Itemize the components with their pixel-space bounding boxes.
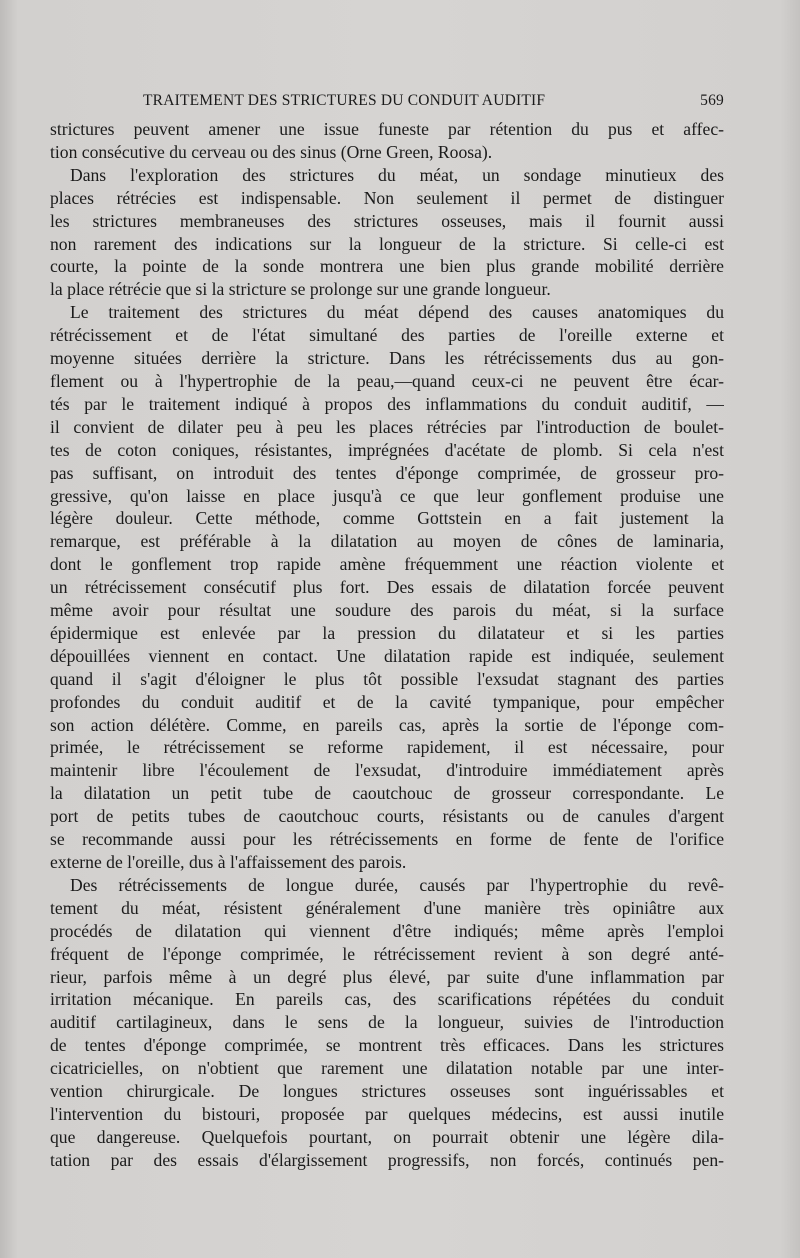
text-line: Des rétrécissements de longue durée, causés par l'hypertrophie du revê-	[70, 874, 724, 895]
paragraph	[50, 164, 724, 301]
text-line: places rétrécies est indispensable. Non seulement il permet de distinguer	[50, 187, 724, 208]
text-line: irritation mécanique. En pareils cas, des scarifications répétées du conduit	[50, 989, 724, 1010]
text-line: gressive, qu'on laisse en place jusqu'à ce que leur gonflement produise une	[50, 485, 724, 506]
text-line: strictures peuvent amener une issue funeste par rétention du pus et affec-	[50, 119, 724, 139]
text-line: fréquent de l'éponge comprimée, le rétrécissement revient à son degré anté-	[50, 943, 724, 964]
paragraph	[50, 118, 724, 164]
text-line: même avoir pour résultat une soudure des parois du méat, si la surface	[50, 600, 724, 621]
text-line: l'intervention du bistouri, proposée par quelques médecins, est aussi inutile	[50, 1103, 724, 1124]
text-line: externe de l'oreille, dus à l'affaissement des parois.	[50, 852, 407, 872]
text-line: que dangereuse. Quelquefois pourtant, on pourrait obtenir une légère dila-	[50, 1126, 724, 1147]
text-line: il convient de dilater peu à peu les places rétrécies par l'introduction de boulet-	[50, 416, 724, 437]
text-line: se recommande aussi pour les rétrécissements en forme de fente de l'orifice	[50, 829, 724, 850]
text-line: les strictures membraneuses des strictures osseuses, mais il fournit aussi	[50, 210, 724, 231]
page-number: 569	[700, 92, 724, 109]
paragraph	[50, 301, 724, 874]
text-line: primée, le rétrécissement se reforme rapidement, il est nécessaire, pour	[50, 737, 724, 758]
text-line: Le traitement des strictures du méat dépend des causes anatomiques du	[70, 302, 724, 323]
text-line: tion consécutive du cerveau ou des sinus (Orne Green, Roosa).	[50, 141, 493, 162]
book-page	[50, 92, 724, 1172]
text-line: pas suffisant, on introduit des tentes d'éponge comprimée, de grosseur pro-	[50, 462, 724, 483]
text-line: rieur, parfois même à un degré plus élevé, par suite d'une inflammation par	[50, 966, 724, 987]
text-line: tés par le traitement indiqué à propos des inflammations du conduit auditif, —	[50, 393, 724, 414]
text-line: quand il s'agit d'éloigner le plus tôt possible l'exsudat stagnant des parties	[50, 668, 724, 689]
running-header	[50, 92, 724, 118]
paragraph	[50, 874, 724, 1172]
text-line: Dans l'exploration des strictures du méat, un sondage minutieux des	[70, 164, 724, 185]
text-line: vention chirurgicale. De longues strictures osseuses sont inguérissables et	[50, 1081, 724, 1102]
text-line: la dilatation un petit tube de caoutchouc de grosseur correspondante. Le	[50, 783, 724, 804]
text-line: légère douleur. Cette méthode, comme Gottstein en a fait justement la	[50, 508, 724, 529]
text-line: port de petits tubes de caoutchouc courts, résistants ou de canules d'argent	[50, 806, 724, 827]
text-line: tement du méat, résistent généralement d'une manière très opiniâtre aux	[50, 897, 724, 918]
text-line: non rarement des indications sur la longueur de la stricture. Si celle-ci est	[50, 233, 724, 254]
text-line: son action délétère. Comme, en pareils cas, après la sortie de l'éponge com-	[50, 714, 724, 735]
text-line: la place rétrécie que si la stricture se prolonge sur une grande longueur.	[50, 279, 551, 300]
text-line: procédés de dilatation qui viennent d'être indiqués; même après l'emploi	[50, 920, 724, 941]
text-line: dépouillées viennent en contact. Une dilatation rapide est indiquée, seulement	[50, 645, 724, 666]
text-line: dont le gonflement trop rapide amène fréquemment une réaction violente et	[50, 554, 724, 575]
text-line: tes de coton coniques, résistantes, imprégnées d'acétate de plomb. Si cela n'est	[50, 439, 724, 460]
text-line: remarque, est préférable à la dilatation au moyen de cônes de laminaria,	[50, 531, 724, 552]
page-body	[50, 118, 724, 1172]
running-title: TRAITEMENT DES STRICTURES DU CONDUIT AUDITIF	[143, 92, 546, 109]
text-line: tation par des essais d'élargissement progressifs, non forcés, continués pen-	[50, 1149, 724, 1170]
text-line: profondes du conduit auditif et de la cavité tympanique, pour empêcher	[50, 691, 724, 712]
text-line: maintenir libre l'écoulement de l'exsudat, d'introduire immédiatement après	[50, 760, 724, 781]
text-line: de tentes d'éponge comprimée, se montrent très efficaces. Dans les strictures	[50, 1035, 724, 1056]
text-line: un rétrécissement consécutif plus fort. Des essais de dilatation forcée peuvent	[50, 577, 724, 598]
text-line: rétrécissement et de l'état simultané des parties de l'oreille externe et	[50, 325, 724, 346]
text-line: épidermique est enlevée par la pression du dilatateur et si les parties	[50, 622, 724, 643]
text-line: cicatricielles, on n'obtient que rarement une dilatation notable par une inter-	[50, 1058, 724, 1079]
text-line: moyenne situées derrière la stricture. Dans les rétrécissements dus au gon-	[50, 348, 724, 369]
text-line: auditif cartilagineux, dans le sens de la longueur, suivies de l'introduction	[50, 1012, 724, 1033]
text-line: flement ou à l'hypertrophie de la peau,—quand ceux-ci ne peuvent être écar-	[50, 370, 724, 391]
text-line: courte, la pointe de la sonde montrera une bien plus grande mobilité derrière	[50, 256, 724, 277]
